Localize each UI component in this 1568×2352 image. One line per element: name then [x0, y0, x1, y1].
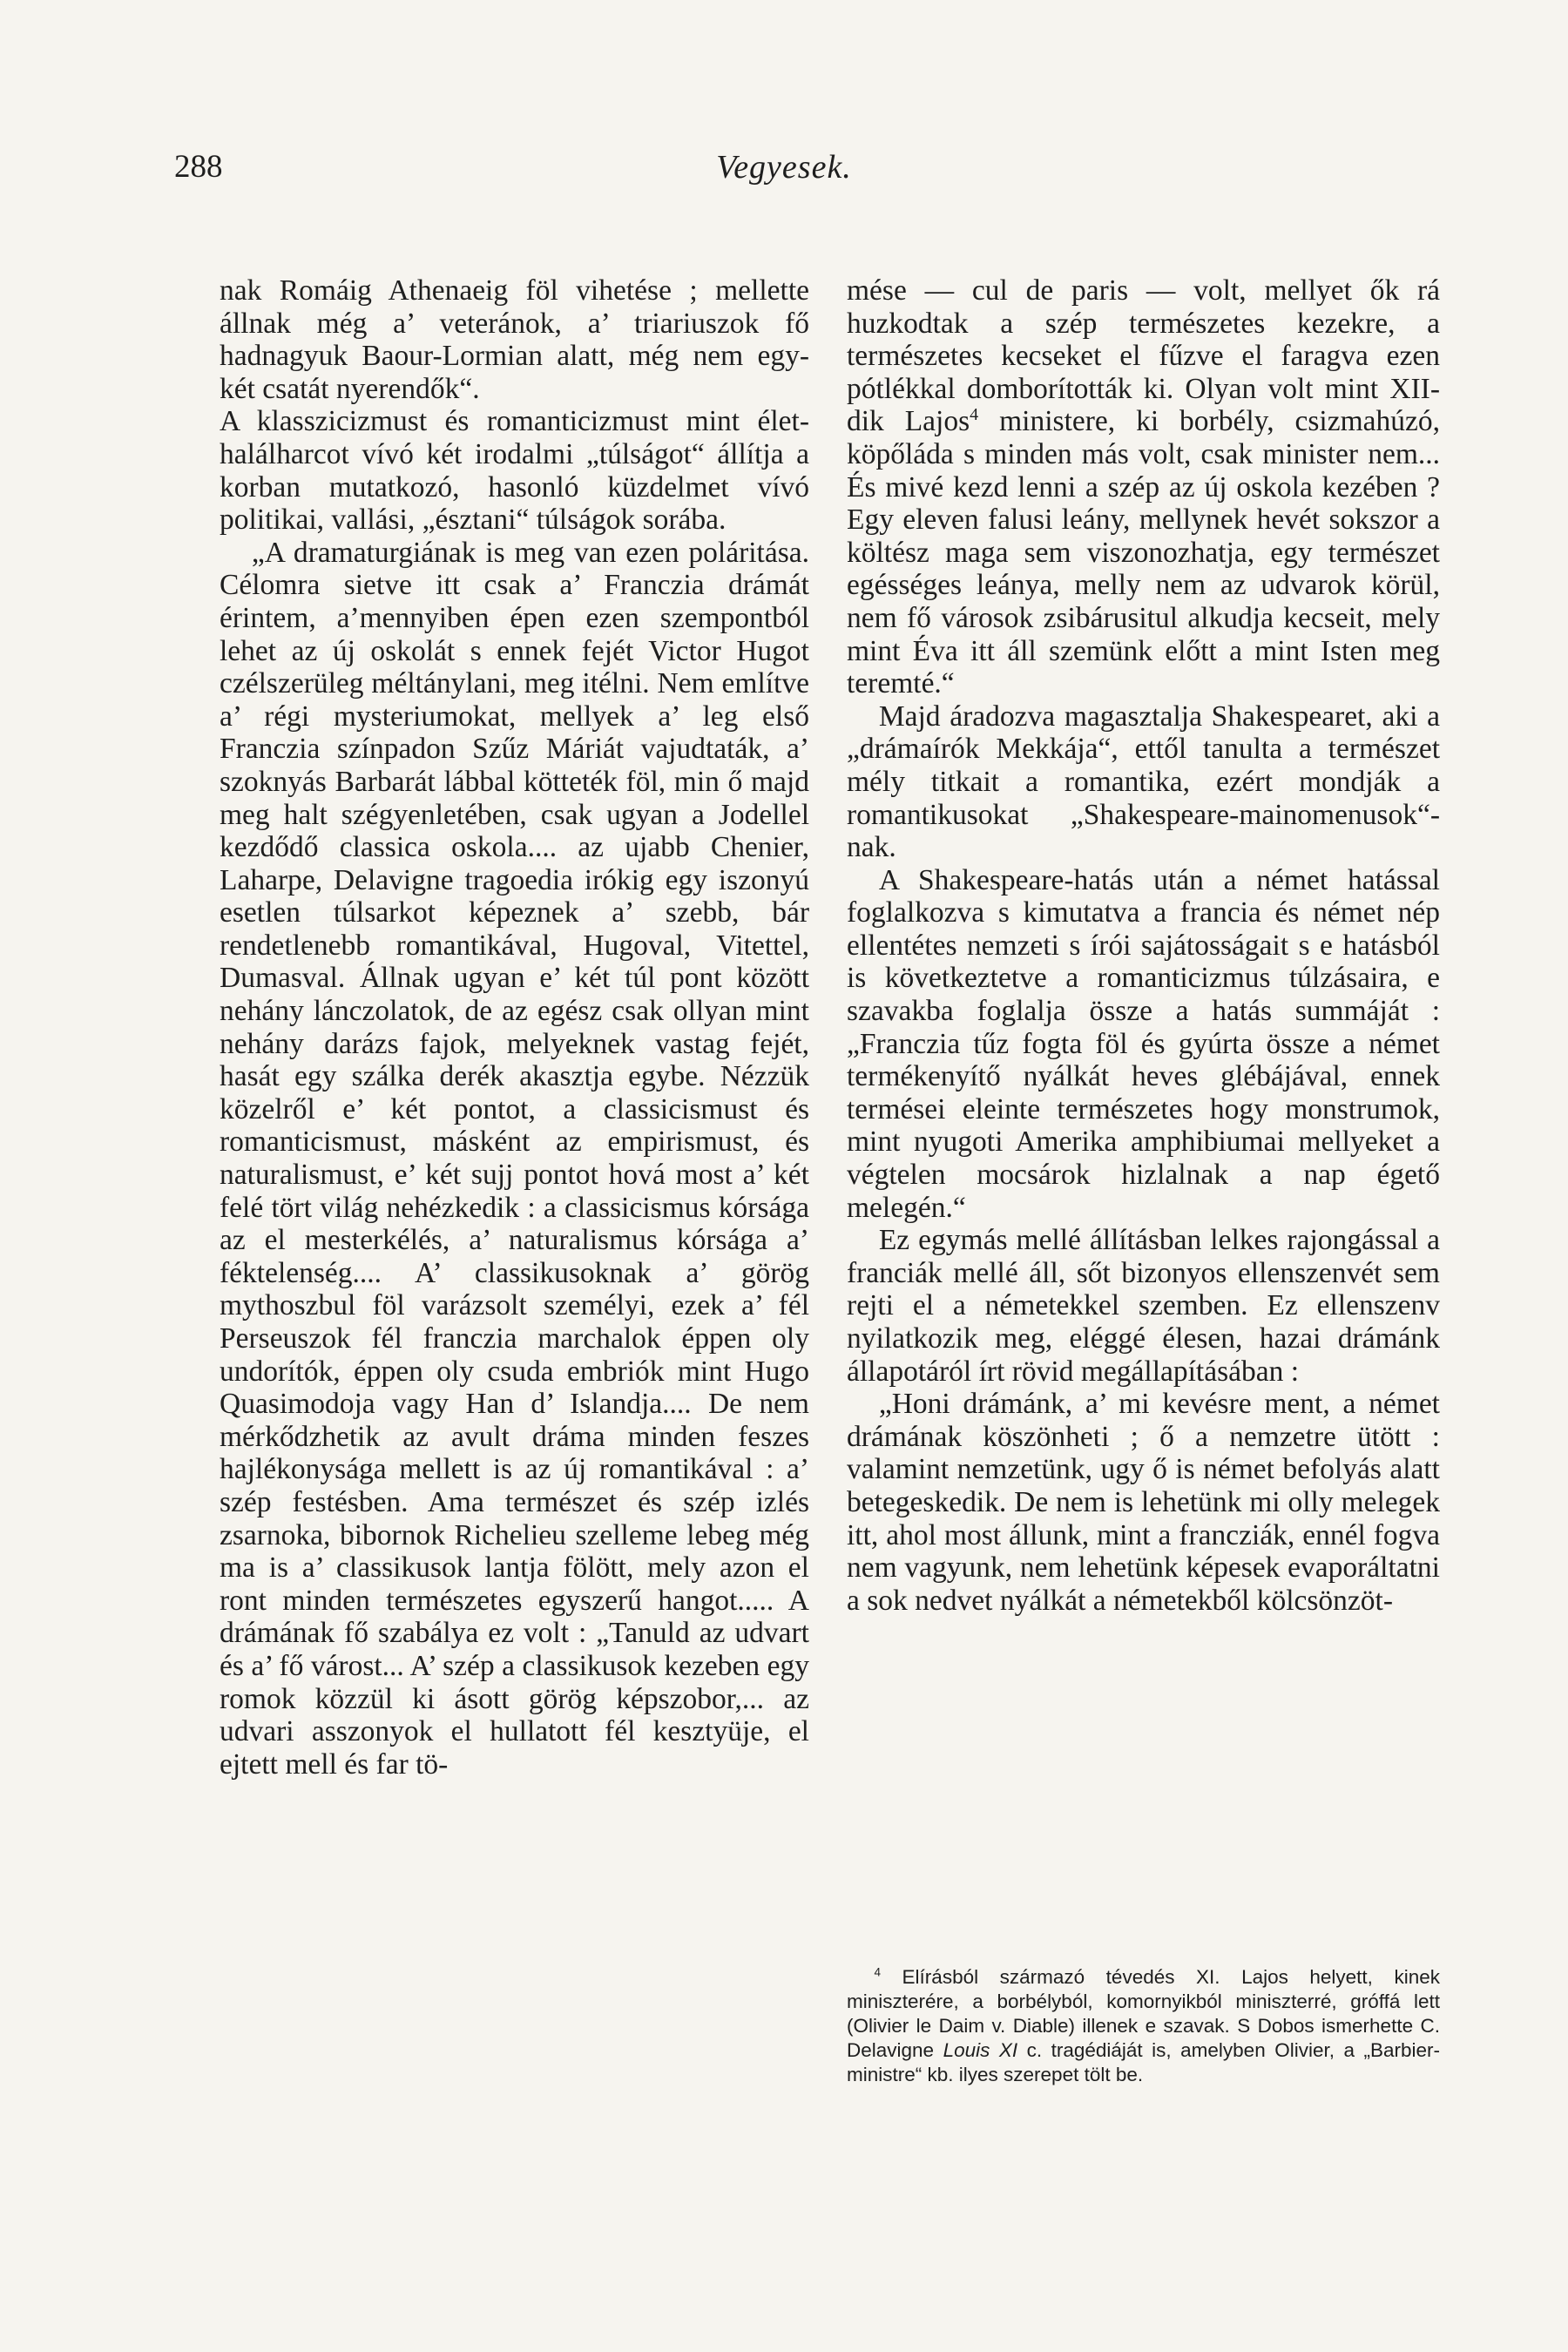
page-number: 288: [174, 149, 223, 185]
footnote-title-italic: Louis XI: [943, 2039, 1018, 2061]
running-head: Vegyesek.: [716, 149, 852, 186]
footnote-text-b: c. tragédiáját is, amelyben Olivier, a „Barbier-ministre“ kb. ilyes szerepet tölt be.: [847, 2039, 1440, 2085]
right-column: [847, 274, 1440, 1617]
page-header: [174, 148, 1394, 200]
right-paragraph-1-text-b: ministere, ki borbély, csizmahúzó, köpőláda s minden más volt, csak minister nem... És mivé kezd lenni a szép az új oskola kezében ? Egy eleven falusi leány, mellynek hevét sokszor a költész maga sem viszonozhatja, egy természet egésséges leánya, melly nem az udvarok körül, nem fő városok zsibárusitul alkudja kecseit, mely mint Éva itt áll szemünk előtt a mint Isten meg teremté.“: [847, 405, 1440, 700]
footnote-reference: 4: [970, 405, 979, 425]
footnote-marker: 4: [874, 1965, 882, 1979]
footnotes: [847, 1965, 1440, 2087]
left-column: [220, 274, 809, 1781]
right-paragraph-4: Ez egymás mellé állításban lelkes rajongással a franciák mellé áll, sőt bizonyos ellenszenvét sem rejti el a németekkel szemben. Ez ellenszenv nyilatkozik meg, eléggé élesen, hazai drámánk állapotáról írt rövid megállapításában :: [847, 1224, 1440, 1388]
footnote-text-a: Elírásból származó tévedés XI. Lajos helyett, kinek miniszterére, a borbélyból, komornyikból miniszterré, gróffá lett (Olivier le Daim v. Diable) illenek e szavak. S Dobos ismerhette C. Delavigne: [847, 1966, 1440, 2061]
left-paragraph-1: nak Romáig Athenaeig föl vihetése ; mellette állnak még a’ veteránok, a’ triariuszok fő hadnagyuk Baour-Lormian alatt, még nem egy-két csatát nyerendők“.: [220, 274, 809, 405]
right-paragraph-3: A Shakespeare-hatás után a német hatással foglalkozva s kimutatva a francia és német nép ellentétes nemzeti s írói sajátosságait s e hatásból is következtetve a romanticizmus túlzásaira, e szavakba foglalja össze a hatás summáját : „Franczia tűz fogta föl és gyúrta össze a német termékenyítő nyálkát heves glébájával, ennek termései eleinte természetes hogy monstrumok, mint nyugoti Amerika amphibiumai mellyeket a végtelen mocsárok hizlalnak a nap égető melegén.“: [847, 863, 1440, 1224]
right-paragraph-2: Majd áradozva magasztalja Shakespearet, aki a „drámaírók Mekkája“, ettől tanulta a természet mély titkait a romantika, ezért mondják a romantikusokat „Shakespeare-mainomenusok“-nak.: [847, 700, 1440, 864]
right-paragraph-1-text-a: mése — cul de paris — volt, mellyet ők rá huzkodtak a szép természetes kezekre, a természetes kecseket el fűzve el faragva ezen pótlékkal domborították ki. Olyan volt mint XII-dik Lajos: [847, 274, 1440, 438]
footnote-4: [847, 1965, 1440, 2087]
right-paragraph-5: „Honi drámánk, a’ mi kevésre ment, a német drámának köszönheti ; ő a nemzetre ütött : valamint nemzetünk, ugy ő is német befolyás alatt betegeskedik. De nem is lehetünk mi olly melegek itt, ahol most állunk, mint a francziák, ennél fogva nem vagyunk, nem lehetünk képesek evaporáltatni a sok nedvet nyálkát a németekből kölcsönzöt-: [847, 1388, 1440, 1617]
left-paragraph-2: A klasszicizmust és romanticizmust mint élet-halálharcot vívó két irodalmi „túlságot“ állítja a korban mutatkozó, hasonló küzdelmet vívó politikai, vallási, „észtani“ túlságok sorába.: [220, 405, 809, 537]
left-paragraph-3: „A dramaturgiának is meg van ezen poláritása. Célomra sietve itt csak a’ Franczia drámát érintem, a’mennyiben épen ezen szempontból lehet az új oskolát s ennek fejét Victor Hugot czélszerüleg méltánylani, meg itélni. Nem említve a’ régi mysteriumokat, mellyek a’ leg első Franczia színpadon Szűz Máriát vajudtaták, a’ szoknyás Barbarát lábbal kötteték föl, min ő majd meg halt szégyenletében, csak ugyan a Jodellel kezdődő classica oskola.... az ujabb Chenier, Laharpe, Delavigne tragoedia irókig egy iszonyú esetlen túlsarkot képeznek a’ szebb, bár rendetlenebb romantikával, Hugoval, Vitettel, Dumasval. Állnak ugyan e’ két túl pont között nehány lánczolatok, de az egész csak ollyan mint nehány darázs fajok, melyeknek vastag fejét, hasát egy szálka derék akasztja egybe. Nézzük közelről e’ két pontot, a classicismust és romanticismust, másként az empirismust, és naturalismust, e’ két sujj pontot hová most a’ két felé tört világ nehézkedik : a classicismus kórsága az el mesterkélés, a’ naturalismus kórsága a’ féktelenség.... A’ classikusoknak a’ görög mythoszbul föl varázsolt személyi, ezek a’ fél Perseuszok fél franczia marchalok éppen oly undorítók, éppen oly csuda embriók mint Hugo Quasimodoja vagy Han d’ Islandja.... De nem mérkődzhetik az avult dráma minden feszes hajlékonysága mellett is az új romantikával : a’ szép festésben. Ama természet és szép izlés zsarnoka, bibornok Richelieu szelleme lebeg még ma is a’ classikusok lantja fölött, mely azon el ront minden természetes egyszerű hangot..... A drámának fő szabálya ez volt : „Tanuld az udvart és a’ fő várost... A’ szép a classikusok kezeben egy romok közzül ki ásott görög képszobor,... az udvari asszonyok el hullatott fél kesztyüje, el ejtett mell és far tö-: [220, 536, 809, 1781]
right-paragraph-1: [847, 274, 1440, 700]
